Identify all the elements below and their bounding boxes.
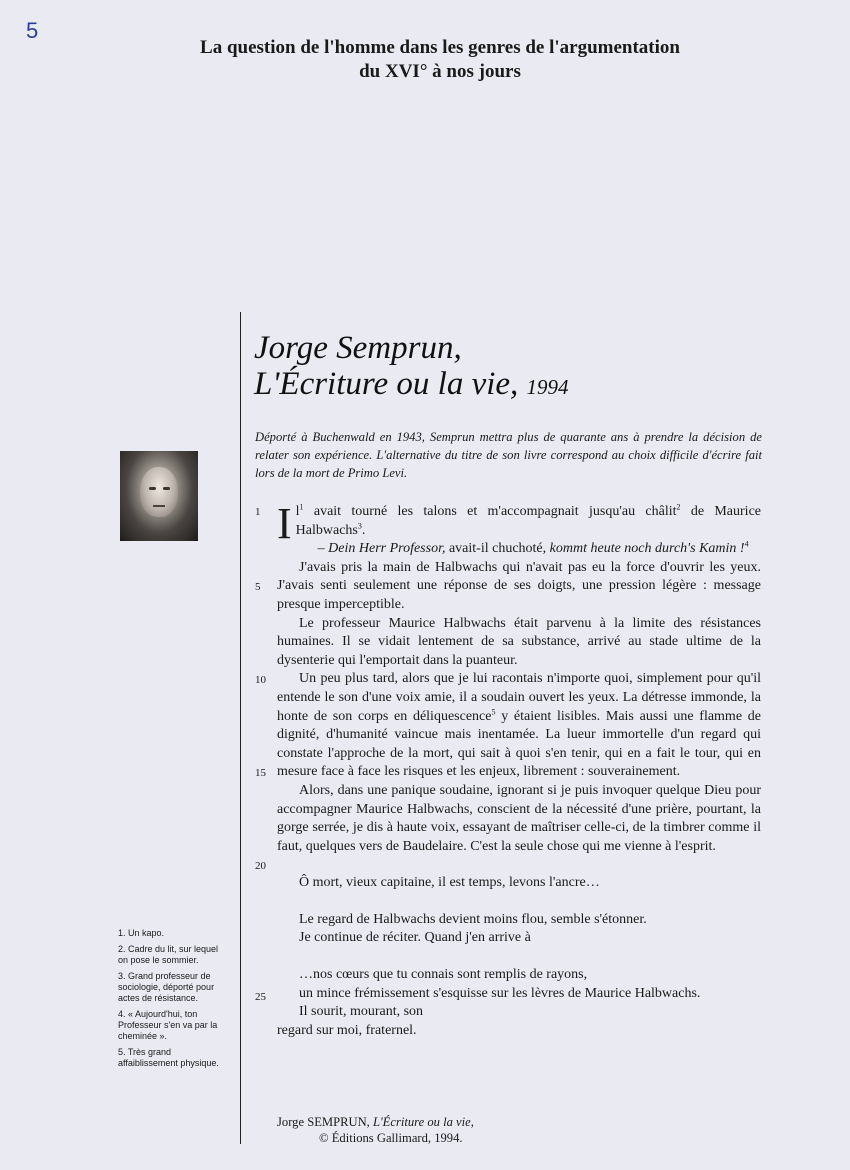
paragraph-9: un mince frémissement s'esquisse sur les lèvres de Maurice Halbwachs. bbox=[299, 985, 701, 1001]
paragraph-10-line-1: Il sourit, mourant, son bbox=[299, 1004, 424, 1020]
source-title: L'Écriture ou la vie, bbox=[372, 1115, 474, 1129]
line-number: 10 bbox=[255, 674, 266, 686]
portrait-face bbox=[140, 467, 178, 517]
publication-year: 1994 bbox=[526, 375, 569, 399]
drop-cap: I bbox=[277, 499, 292, 548]
footnote-ref: 4 bbox=[744, 539, 749, 549]
text-run: . bbox=[361, 522, 366, 538]
intro-text: Déporté à Buchenwald en 1943, Semprun mettra plus de quarante ans à prendre la décision de relater son expérience. L'alternative du titre de son livre correspond au choix difficile d'écrire fait lors de la mort de Primo Levi. bbox=[255, 430, 762, 480]
vertical-rule bbox=[240, 312, 241, 1144]
author-portrait bbox=[120, 451, 198, 541]
paragraph-5 bbox=[277, 670, 761, 782]
footnote: 3. Grand professeur de sociologie, déporté pour actes de résistance. bbox=[118, 971, 215, 1003]
footnote: 1. Un kapo. bbox=[118, 928, 165, 938]
text-run: y étaient lisibles. Mais aussi une flamme de dignité, d'humanité vaincue mais inentamée. La lueur immortelle d'un regard qui constate l'approche de la mort, qui sait à quoi s'en tenir, qui en a fait le tour, qui en mesure face à face les risques et les enjeux, librement : souverainement. bbox=[277, 708, 761, 780]
text-run: Un peu plus tard, alors que je lui racontais n'importe quoi, simplement pour qu'il entende le son d'une voix amie, il a soudain ouvert les yeux. La détresse immonde, la honte de son corps en déliquescence bbox=[277, 671, 761, 724]
paragraph-6: Alors, dans une panique soudaine, ignorant si je puis invoquer quelque Dieu pour accompagner Maurice Halbwachs, conscient de la nécessité d'une prière, pourtant, la gorge serrée, je dis à haute voix, essayant de maîtriser celle-ci, de la timbrer comme il faut, quelques vers de Baudelaire. C'est la seule chose qui me vienne à l'esprit. bbox=[277, 782, 761, 854]
paragraph-2 bbox=[277, 540, 761, 559]
verse-quote-1: Ô mort, vieux capitaine, il est temps, levons l'ancre… bbox=[299, 875, 600, 891]
footnote-ref: 1 bbox=[299, 502, 304, 512]
verse-quote-2: …nos cœurs que tu connais sont remplis de rayons, bbox=[299, 967, 588, 983]
line-number: 25 bbox=[255, 991, 266, 1003]
text-run: avait tourné les talons et m'accompagnait jusqu'au châlit bbox=[303, 504, 677, 519]
source-citation bbox=[277, 1114, 474, 1146]
german-quote: Dein Herr Professor, bbox=[328, 541, 446, 557]
footnotes bbox=[118, 928, 230, 1074]
excerpt-title bbox=[254, 330, 569, 405]
footnote-ref: 3 bbox=[357, 520, 362, 530]
source-publisher: © Éditions Gallimard, 1994. bbox=[319, 1131, 463, 1145]
text-run: de Maurice Halbwachs bbox=[295, 504, 761, 538]
author-name: Jorge Semprun, bbox=[254, 330, 462, 366]
text-run: avait-il chuchoté, bbox=[445, 541, 550, 557]
page-number: 5 bbox=[26, 18, 39, 43]
portrait-mouth bbox=[153, 505, 165, 507]
heading-line-1: La question de l'homme dans les genres de l'argumentation bbox=[200, 37, 680, 58]
paragraph-7: Le regard de Halbwachs devient moins flou, semble s'étonner. bbox=[299, 911, 647, 927]
paragraph-4: Le professeur Maurice Halbwachs était parvenu à la limite des résistances humaines. Il se vidait lentement de sa substance, arrivé au stade ultime de la dysenterie qui l'emportait dans la puanteur. bbox=[277, 615, 761, 668]
german-quote: kommt heute noch durch's Kamin ! bbox=[549, 541, 745, 557]
text-run: – bbox=[317, 541, 329, 557]
heading-line-2: du XVI° à nos jours bbox=[359, 61, 521, 82]
paragraph-8: Je continue de réciter. Quand j'en arrive à bbox=[299, 930, 531, 946]
excerpt-body bbox=[277, 499, 761, 1040]
footnote: 2. Cadre du lit, sur lequel on pose le sommier. bbox=[118, 944, 219, 965]
footnote: 4. « Aujourd'hui, ton Professeur s'en va par la cheminée ». bbox=[118, 1009, 218, 1041]
line-number: 20 bbox=[255, 860, 266, 872]
text-run: l bbox=[295, 504, 300, 519]
work-title: L'Écriture ou la vie, bbox=[254, 366, 519, 402]
line-number: 15 bbox=[255, 767, 266, 779]
footnote-ref: 2 bbox=[676, 502, 681, 512]
document-heading bbox=[110, 36, 770, 84]
portrait-eye-left bbox=[149, 487, 156, 490]
portrait-eye-right bbox=[163, 487, 170, 490]
paragraph-3: J'avais pris la main de Halbwachs qui n'avait pas eu la force d'ouvrir les yeux. J'avais senti seulement une réponse de ses doigts, une pression légère : message presque imperceptible. bbox=[277, 559, 761, 612]
line-number: 1 bbox=[255, 506, 261, 518]
paragraph-1 bbox=[277, 499, 761, 548]
source-author: Jorge SEMPRUN, bbox=[277, 1115, 373, 1129]
paragraph-10-line-2: regard sur moi, fraternel. bbox=[277, 1022, 417, 1038]
footnote: 5. Très grand affaiblissement physique. bbox=[118, 1047, 219, 1068]
footnote-ref: 5 bbox=[491, 706, 496, 716]
line-number: 5 bbox=[255, 581, 261, 593]
